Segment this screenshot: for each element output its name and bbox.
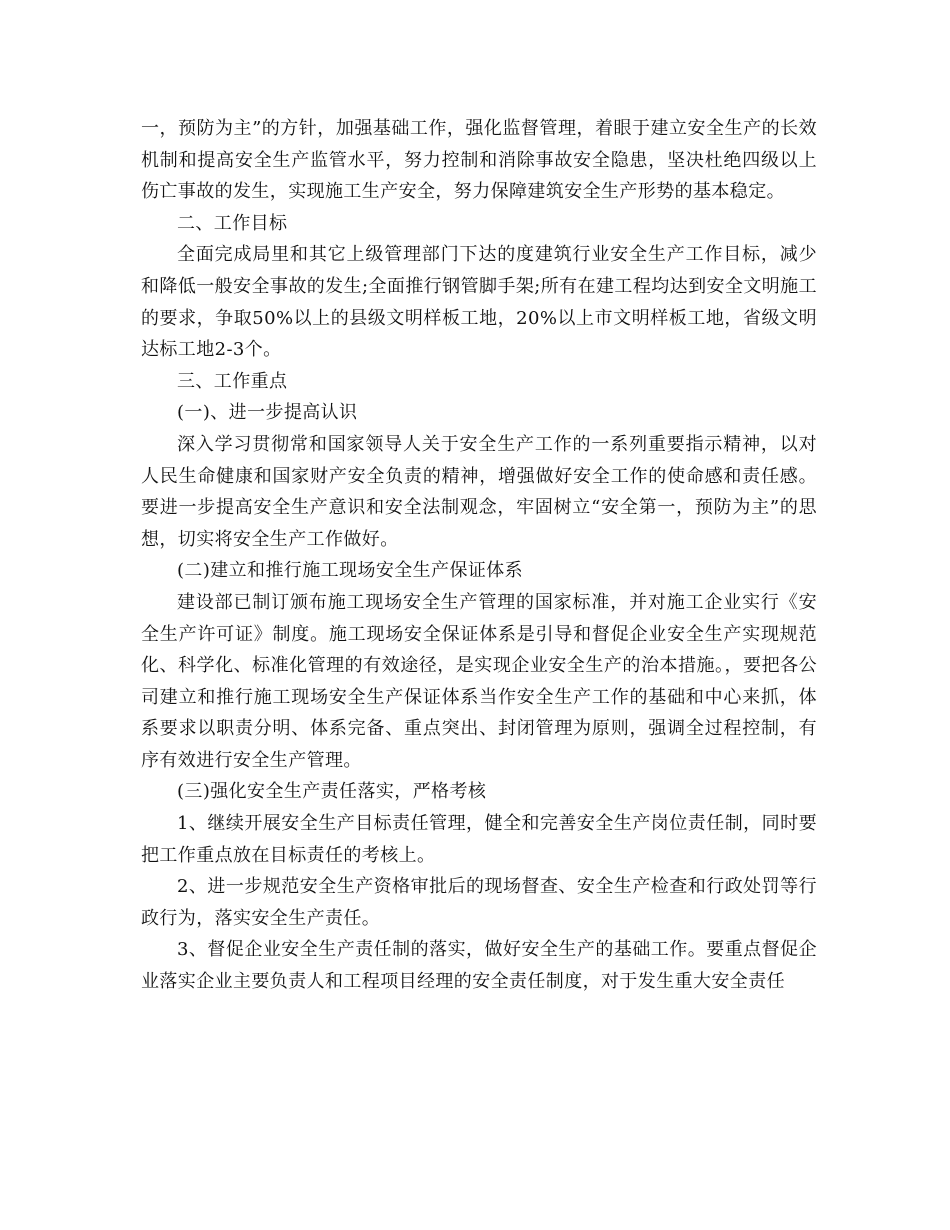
paragraph-work-goals: 全面完成局里和其它上级管理部门下达的度建筑行业安全生产工作目标，减少和降低一般安全事故的发生;全面推行钢管脚手架;所有在建工程均达到安全文明施工的要求，争取50%以上的县级文明样板工地，20%以上市文明样板工地，省级文明达标工地2-3个。	[141, 244, 817, 361]
paragraph-intro-continuation: 一，预防为主”的方针，加强基础工作，强化监督管理，着眼于建立安全生产的长效机制和提高安全生产监管水平，努力控制和消除事故安全隐患，坚决杜绝四级以上伤亡事故的发生，实现施工生产安全，努力保障建筑安全生产形势的基本稳定。	[141, 118, 817, 203]
section-heading-work-focus: 三、工作重点	[177, 370, 288, 392]
paragraph-safety-system: 建设部已制订颁布施工现场安全生产管理的国家标准，并对施工企业实行《安全生产许可证》制度。施工现场安全保证体系是引导和督促企业安全生产实现规范化、科学化、标准化管理的有效途径，是实现企业安全生产的治本措施。，要把各公司建立和推行施工现场安全生产保证体系当作安全生产工作的基础和中心来抓，体系要求以职责分明、体系完备、重点突出、封闭管理为原则，强调全过程控制，有序有效进行安全生产管理。	[141, 591, 817, 771]
list-item-1: 1、继续开展安全生产目标责任管理，健全和完善安全生产岗位责任制，同时要把工作重点放在目标责任的考核上。	[141, 813, 817, 866]
subheading-raise-awareness: (一)、进一步提高认识	[177, 402, 358, 424]
subheading-safety-system: (二)建立和推行施工现场安全生产保证体系	[177, 560, 524, 582]
section-heading-work-goals: 二、工作目标	[177, 212, 288, 234]
document-body	[141, 113, 817, 998]
list-item-3: 3、督促企业安全生产责任制的落实，做好安全生产的基础工作。要重点督促企业落实企业主要负责人和工程项目经理的安全责任制度，对于发生重大安全责任	[141, 939, 817, 993]
subheading-responsibility: (三)强化安全生产责任落实，严格考核	[177, 781, 487, 803]
paragraph-raise-awareness: 深入学习贯彻常和国家领导人关于安全生产工作的一系列重要指示精神，以对人民生命健康和国家财产安全负责的精神，增强做好安全工作的使命感和责任感。要进一步提高安全生产意识和安全法制观念，牢固树立“安全第一，预防为主”的思想，切实将安全生产工作做好。	[141, 433, 817, 550]
list-item-2: 2、进一步规范安全生产资格审批后的现场督查、安全生产检查和行政处罚等行政行为，落实安全生产责任。	[141, 876, 817, 929]
